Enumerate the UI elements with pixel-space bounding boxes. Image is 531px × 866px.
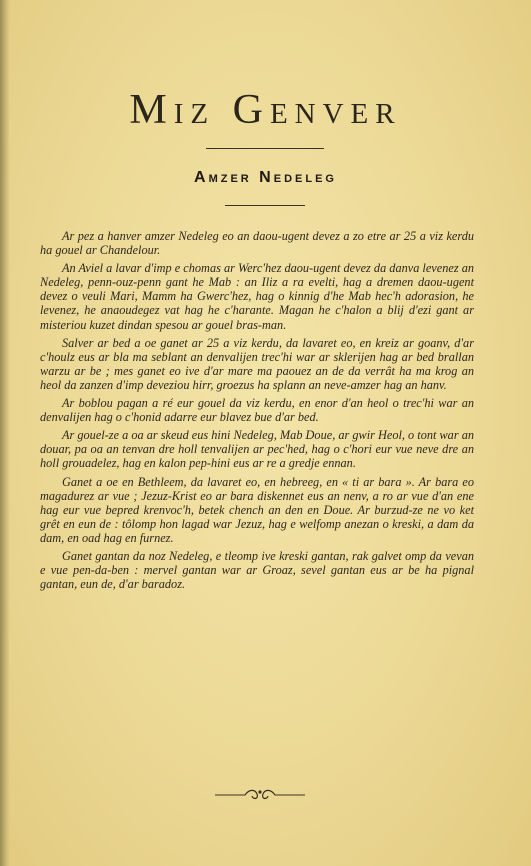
paragraph: Ar pez a hanver amzer Nedeleg eo an daou-ugent devez a zo etre ar 25 a viz kerdu ha gouel ar Chandelour. — [40, 229, 474, 258]
section-subtitle: Amzer Nedeleg — [194, 169, 337, 186]
end-ornament-icon — [215, 786, 305, 804]
paragraph: Ar gouel-ze a oa ar skeud eus hini Nedeleg, Mab Doue, ar gwir Heol, o tont war an douar, pa oa an tenvan dre holl tenvalijen ar pec'hed, hag o c'hori eur vue neve dre an holl grouadelez, hag en kalon pep-hini eus ar re a gredje ennan. — [40, 428, 474, 471]
subtitle-divider — [225, 205, 305, 206]
title-divider — [206, 148, 324, 149]
paragraph: Ganet gantan da noz Nedeleg, e tleomp ive kreski gantan, rak galvet omp da vevan e vue pen-da-ben : mervel gantan war ar Groaz, sevel gantan eus ar be ha pignal gantan, eun de, d'ar baradoz. — [40, 548, 474, 592]
body-text — [40, 229, 474, 595]
page-title: Miz Genver — [129, 87, 402, 133]
paragraph: An Aviel a lavar d'imp e chomas ar Werc'hez daou-ugent devez da danva levenez an Nedeleg, penn-ouz-penn gant he Mab : an Iliz a ra evelti, hag a dremen daou-ugent devez o veuli Mari, Mamm ha Gwerc'hez, hag o kinnig d'he Mab hec'h adorasion, he levenez, he anaoudegez vat hag he c'harante. Magan he c'halon a blij d'ezi gant ar misteriou kuzet dindan spesou ar gouel bras-man. — [40, 261, 474, 332]
paragraph: Ganet a oe en Bethleem, da lavaret eo, en hebreeg, en « ti ar bara ». Ar bara eo magadurez ar vue ; Jezuz-Krist eo ar bara diskennet eus an nenv, a ro ar vue d'an ene hag eur vue bepred krenvoc'h, betek chench an den en Doue. Ar burzud-ze ne vo ket grêt en eun de : tôlomp hon lagad war Jezuz, hag e welfomp anezan o kreski, a dam da dam, en oad hag en furnez. — [40, 474, 474, 545]
paragraph: Salver ar bed a oe ganet ar 25 a viz kerdu, da lavaret eo, en kreiz ar goanv, d'ar c'houlz eus ar bla ma seblant an denvalijen trec'hi war ar sklerijen hag ar bed brallan warzu ar be ; mes ganet eo ive d'ar mare ma paouez an de da verrât ha ma krog an heol da zanzen d'imp deveziou hirr, groezus ha splann an neve-amzer hag an hanv. — [40, 335, 474, 392]
paragraph: Ar boblou pagan a ré eur gouel da viz kerdu, en enor d'an heol o trec'hi war an denvalijen hag o c'honid adarre eur blavez bue d'ar bed. — [40, 396, 474, 425]
